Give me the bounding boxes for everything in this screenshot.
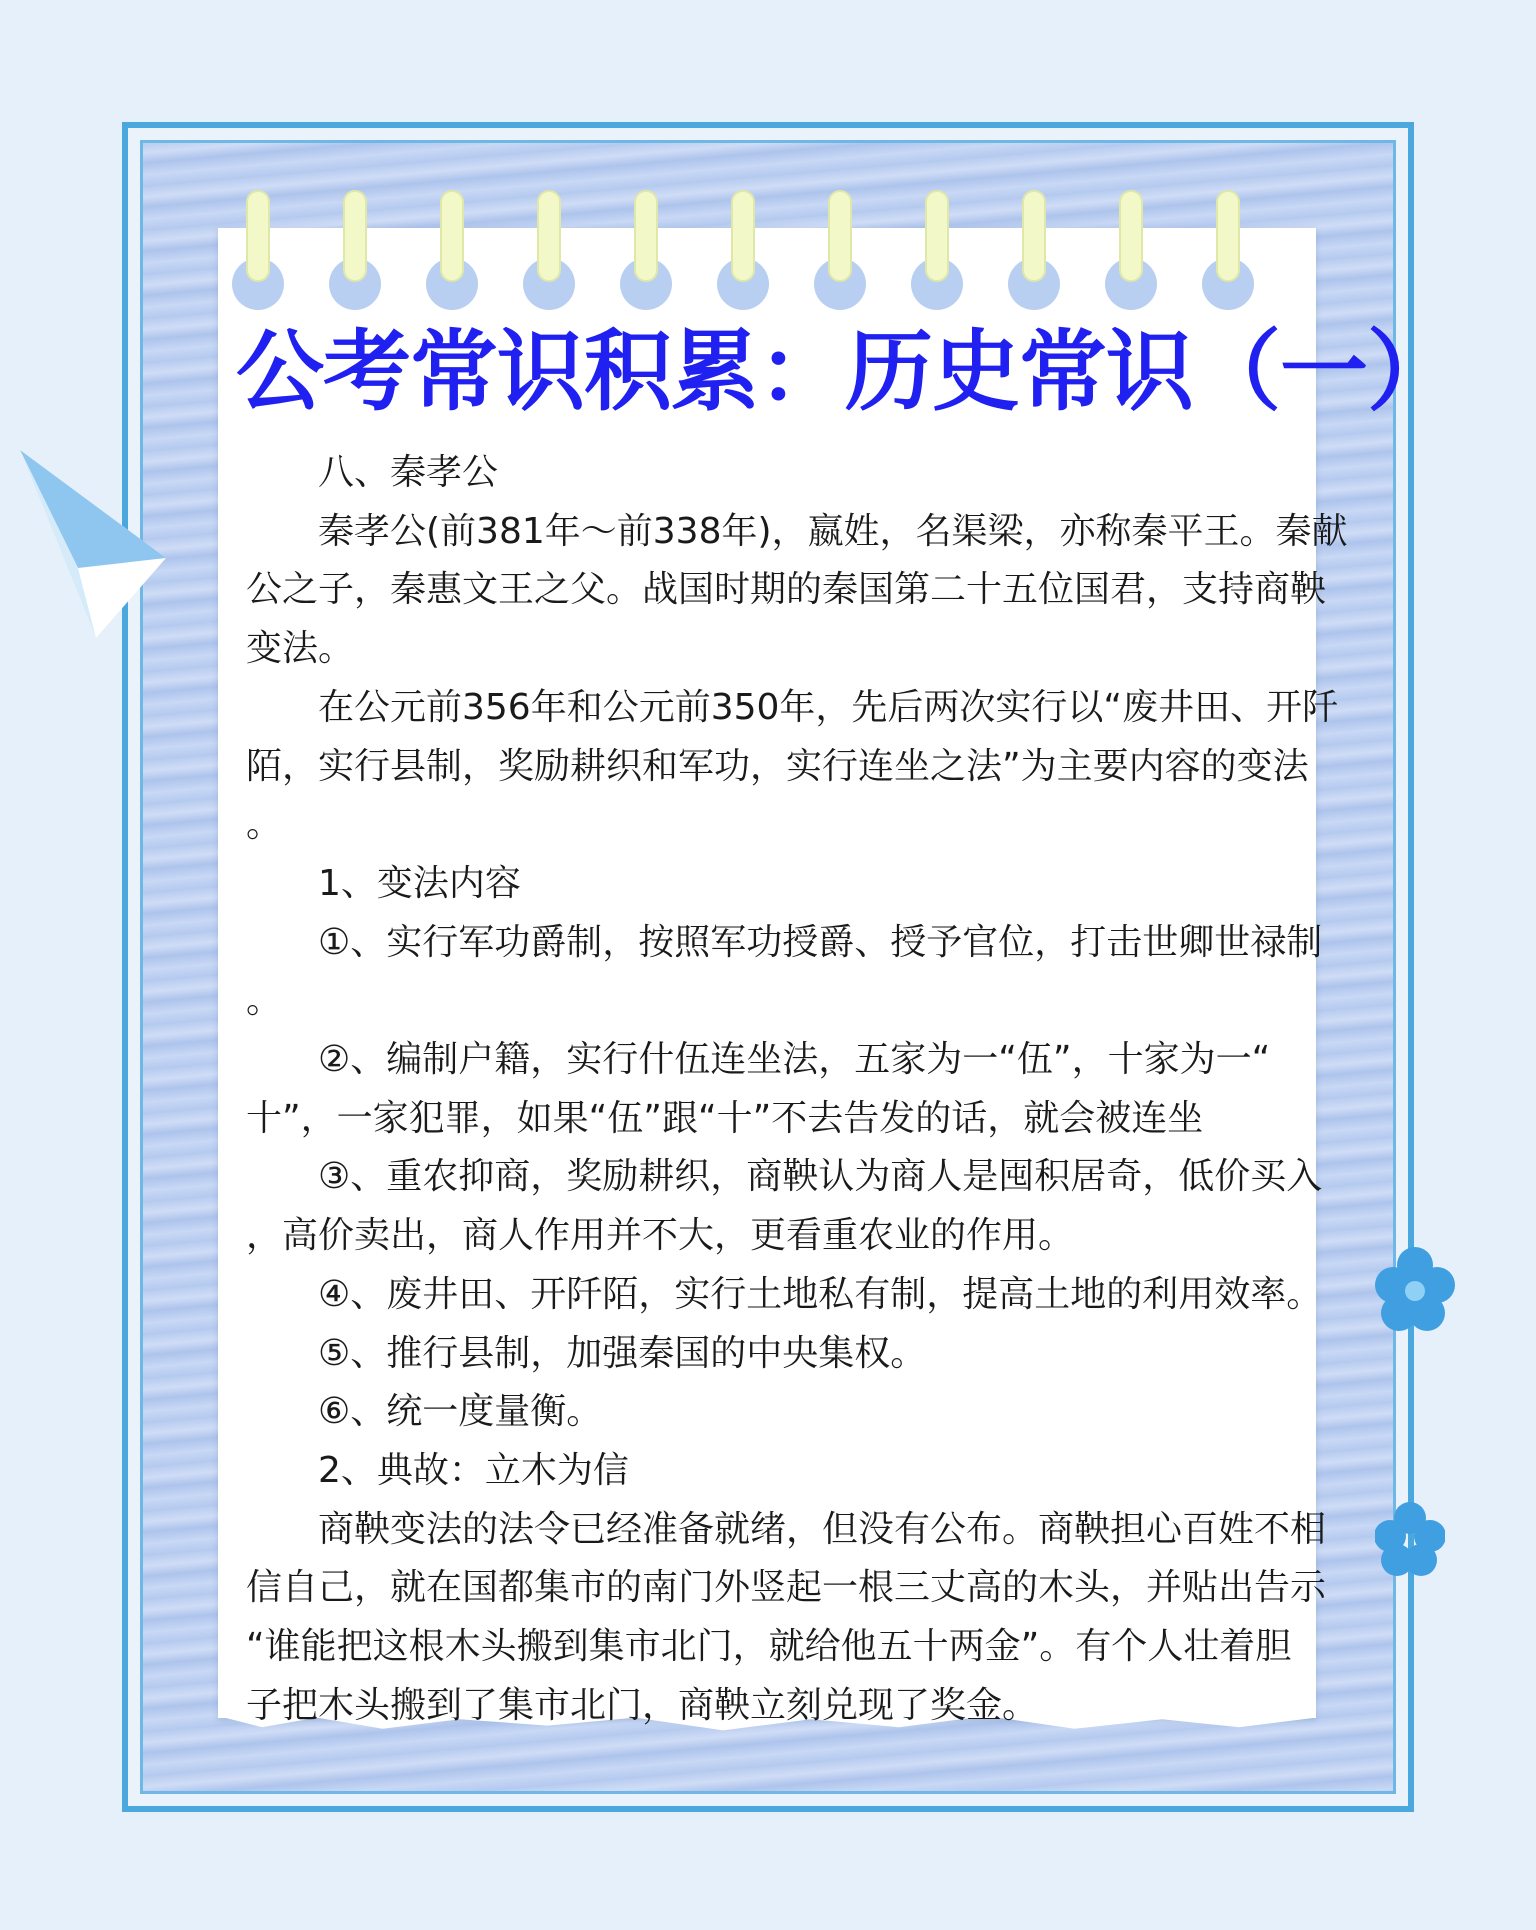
text-line: 商鞅变法的法令已经准备就绪，但没有公布。商鞅担心百姓不相 [318,1508,1327,1550]
binder-ring-icon [1002,190,1066,310]
binder-ring-icon [420,190,484,310]
binder-ring-icon [808,190,872,310]
flower-decoration-icon [1375,1245,1455,1335]
text-line: ①、实行军功爵制，按照军功授爵、授予官位，打击世卿世禄制 [318,921,1323,963]
text-line: 1、变法内容 [318,862,521,904]
text-line: 十”，一家犯罪，如果“伍”跟“十”不去告发的话，就会被连坐 [246,1097,1204,1139]
text-line: 。 [246,980,283,1022]
notebook-rings [218,190,1316,310]
text-line: 八、秦孝公 [318,452,499,493]
binder-ring-icon [905,190,969,310]
binder-ring-icon [226,190,290,310]
binder-ring-icon [517,190,581,310]
text-line: ⑤、推行县制，加强秦国的中央集权。 [318,1332,927,1374]
binder-ring-icon [1099,190,1163,310]
paper-plane-icon [18,448,168,648]
binder-ring-icon [323,190,387,310]
text-line: ，高价卖出，商人作用并不大，更看重农业的作用。 [246,1215,1075,1257]
flower-decoration-icon [1375,1500,1445,1580]
binder-ring-icon [614,190,678,310]
article-body [246,444,1348,1735]
text-line: ③、重农抑商，奖励耕织，商鞅认为商人是囤积居奇，低价买入 [318,1156,1323,1198]
binder-ring-icon [1196,190,1260,310]
text-line: 陌，实行县制，奖励耕织和军功，实行连坐之法”为主要内容的变法 [246,745,1309,787]
text-line: 子把木头搬到了集市北门，商鞅立刻兑现了奖金。 [246,1684,1039,1726]
text-line: 。 [246,804,283,846]
binder-ring-icon [711,190,775,310]
page-title: 公考常识积累：历史常识（一） [236,320,1455,423]
text-line: 2、典故：立木为信 [318,1449,629,1491]
text-line: “谁能把这根木头搬到集市北门，就给他五十两金”。有个人壮着胆 [246,1626,1292,1668]
text-line: 在公元前356年和公元前350年，先后两次实行以“废井田、开阡 [318,686,1339,728]
text-line: 变法。 [246,628,355,670]
text-line: 公之子，秦惠文王之父。战国时期的秦国第二十五位国君，支持商鞅 [246,569,1327,611]
text-line: ⑥、统一度量衡。 [318,1391,603,1433]
text-line: ④、废井田、开阡陌，实行土地私有制，提高土地的利用效率。 [318,1273,1323,1315]
text-line: ②、编制户籍，实行什伍连坐法，五家为一“伍”，十家为一“ [318,1039,1271,1081]
text-line: 信自己，就在国都集市的南门外竖起一根三丈高的木头，并贴出告示 [246,1567,1327,1609]
text-line: 秦孝公(前381年～前338年)，嬴姓，名渠梁，亦称秦平王。秦献 [318,510,1348,552]
